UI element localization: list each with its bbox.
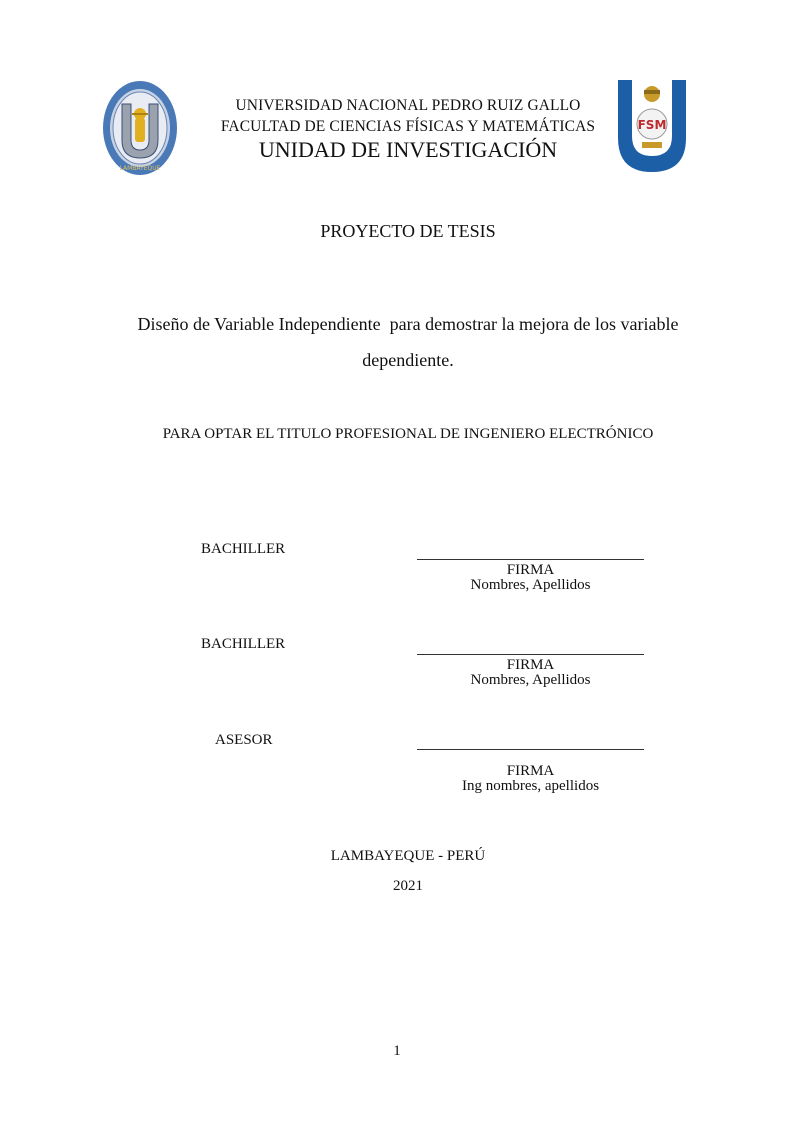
document-type: PROYECTO DE TESIS [320,221,496,241]
faculty-name: FACULTAD DE CIENCIAS FÍSICAS Y MATEMÁTICAS [220,118,596,135]
faculty-logo [616,80,688,172]
signature-block-1 [417,563,644,593]
signature-role-2: BACHILLER [201,636,286,652]
svg-text:FSM: FSM [637,118,667,132]
university-seal-icon [102,80,178,176]
signature-label-2: FIRMA [506,657,555,673]
signature-block-3 [417,764,644,794]
university-name: UNIVERSIDAD NACIONAL PEDRO RUIZ GALLO [235,97,581,114]
page-number: 1 [393,1043,401,1059]
place: LAMBAYEQUE - PERÚ [330,848,486,864]
faculty-fcfm-logo-icon [616,80,688,172]
signature-line-2 [417,654,644,655]
unit-name: UNIDAD DE INVESTIGACIÓN [258,137,558,162]
signature-role-3: ASESOR [215,732,273,748]
signature-name-2: Nombres, Apellidos [470,672,591,688]
svg-text:LAMBAYEQUE: LAMBAYEQUE [119,165,161,172]
signature-label-3: FIRMA [506,763,555,779]
signature-name-3: Ing nombres, apellidos [461,778,600,794]
signature-line-1 [417,559,644,560]
thesis-title-line1: Diseño de Variable Independiente para demostrar la mejora de los variable [137,314,679,334]
degree-statement: PARA OPTAR EL TITULO PROFESIONAL DE INGENIERO ELECTRÓNICO [162,426,654,442]
institution-header [200,95,616,163]
signature-line-3 [417,749,644,750]
signature-name-1: Nombres, Apellidos [470,577,591,593]
thesis-title-line2: dependiente. [362,350,454,370]
signature-role-1: BACHILLER [201,541,286,557]
university-seal-logo [102,80,178,176]
year: 2021 [393,878,423,894]
signature-block-2 [417,658,644,688]
thesis-title [110,306,706,378]
signature-label-1: FIRMA [506,562,555,578]
